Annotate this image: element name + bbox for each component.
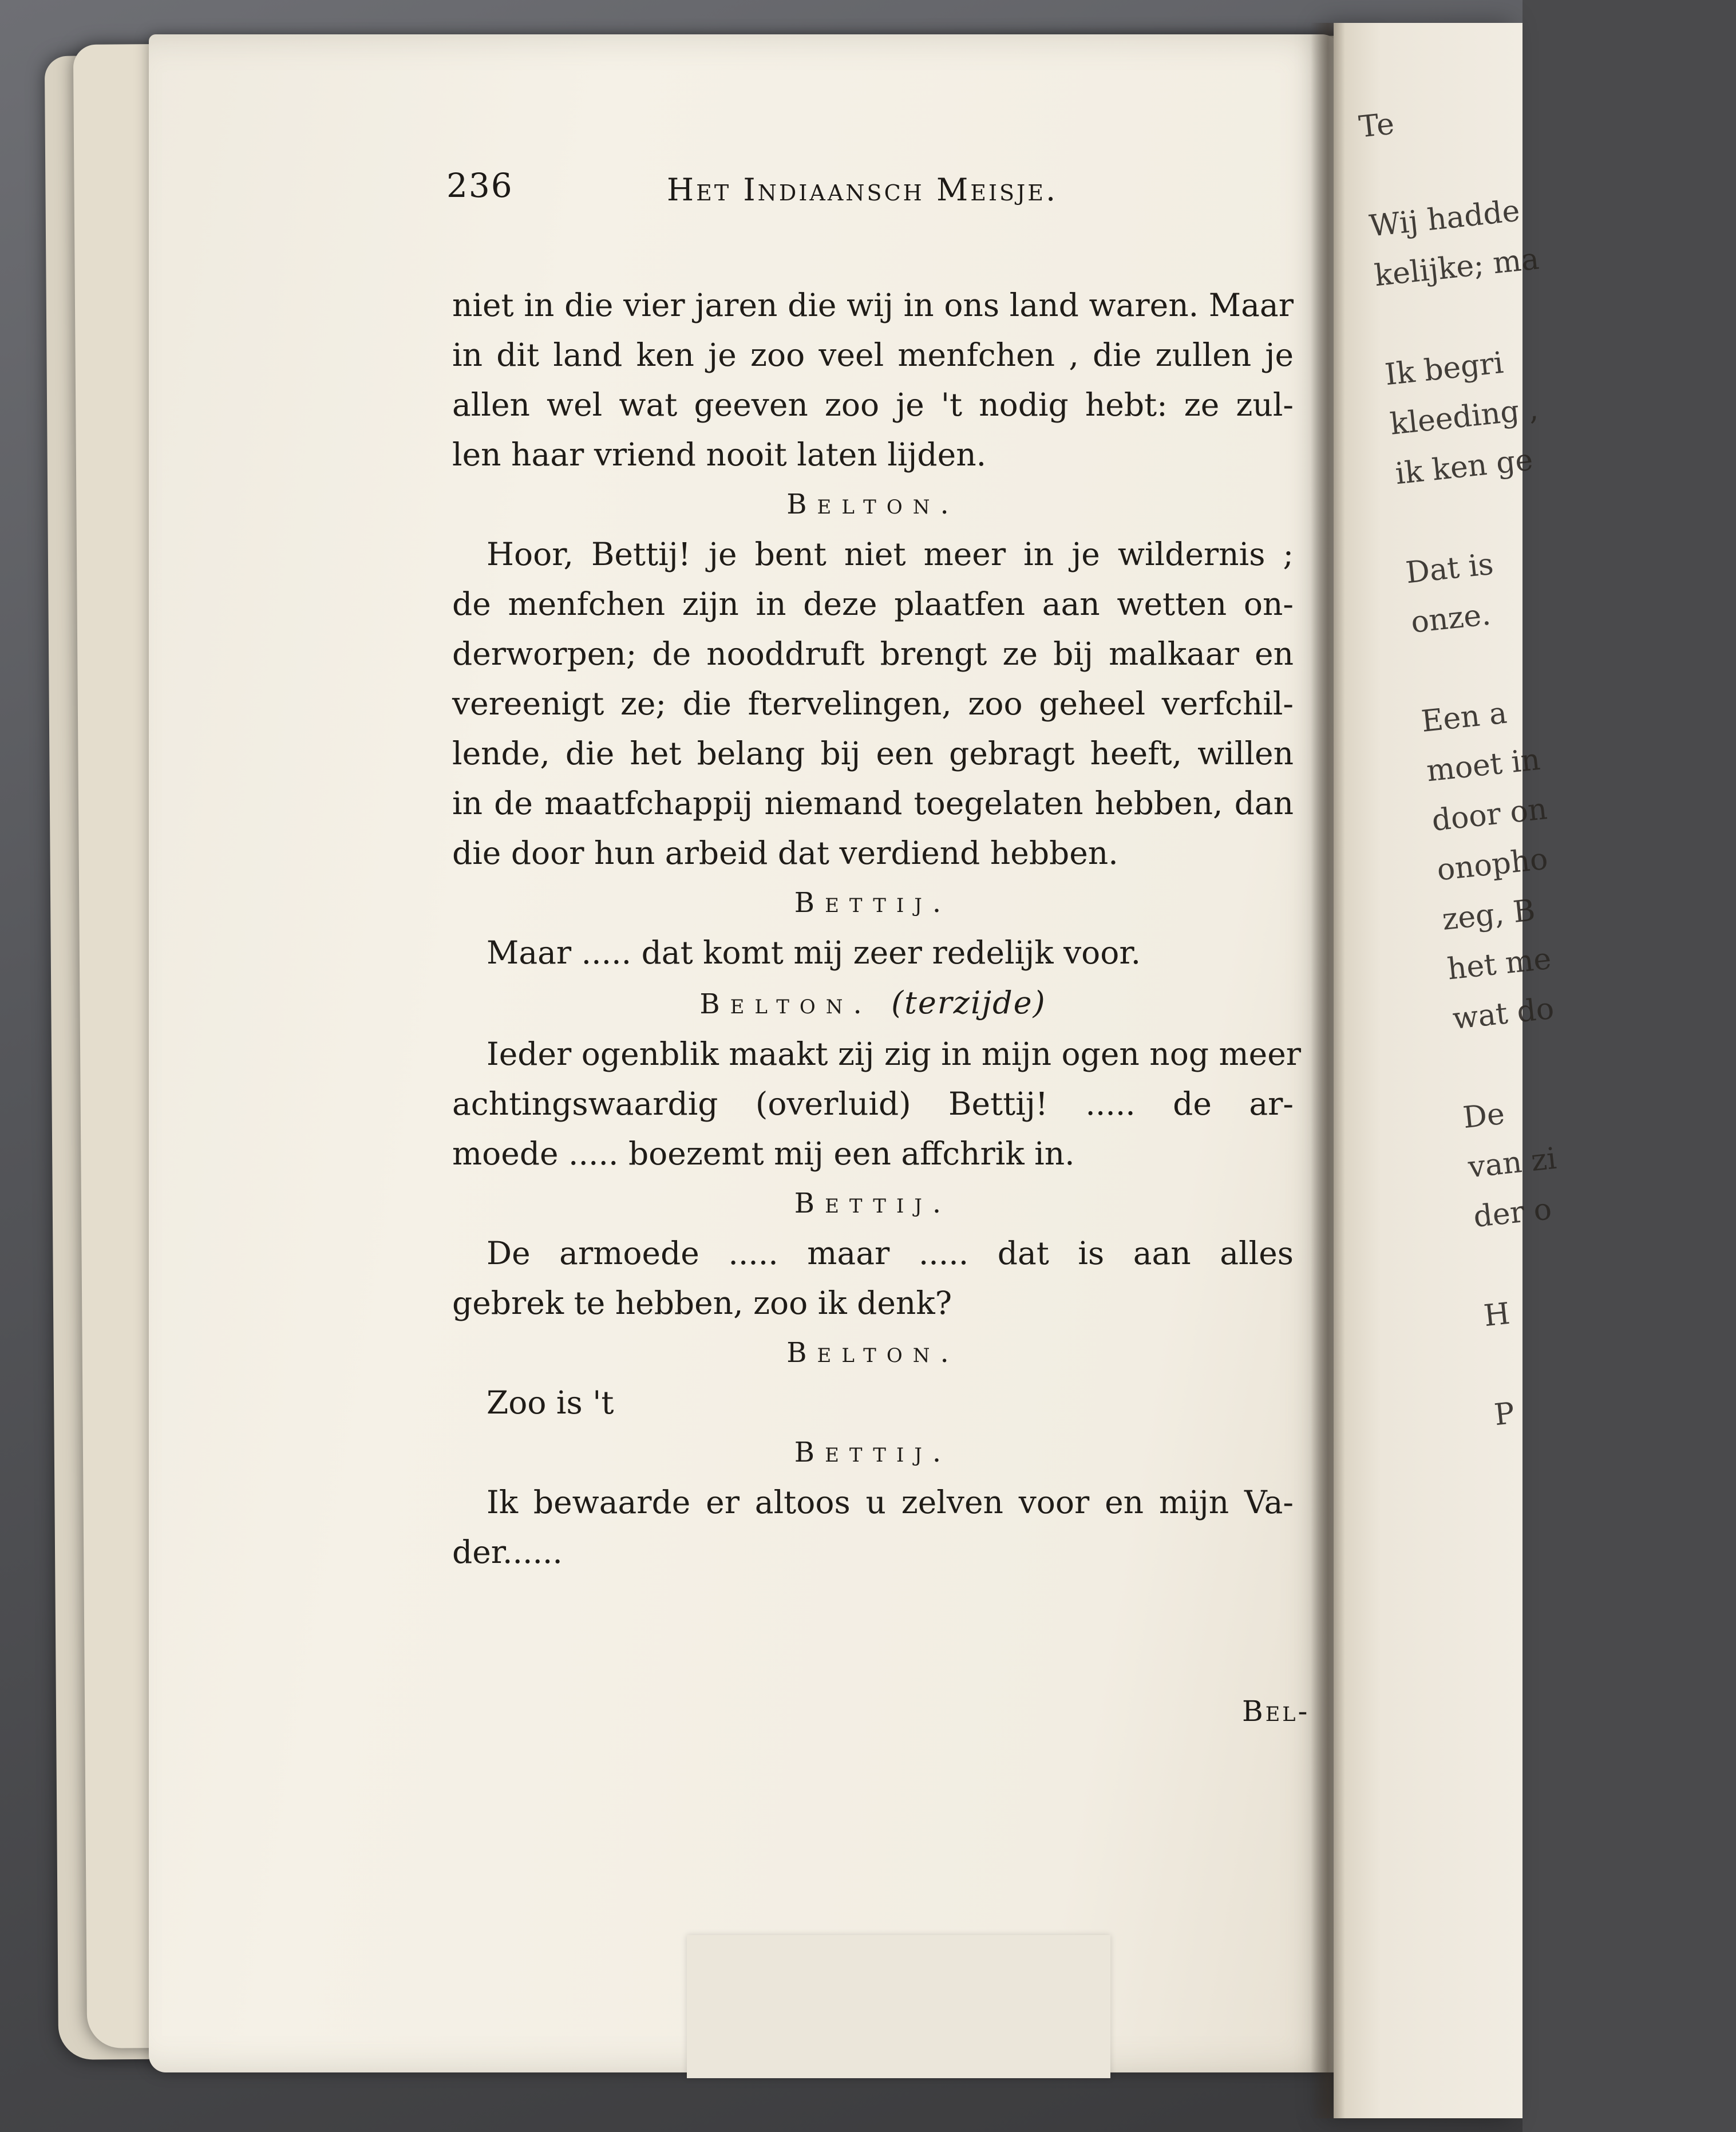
speaker-name: [452, 1328, 1294, 1378]
text-line: allen wel wat geeven zoo je 't nodig hebt: ze zul-: [452, 386, 1294, 423]
book-gutter: [1311, 23, 1345, 2118]
speaker-label: Belton.: [786, 1337, 959, 1369]
text-line: lende, die het belang bij een gebragt heeft, willen: [452, 735, 1294, 772]
facing-line: moet in: [1425, 742, 1542, 789]
facing-page-text: [1357, 78, 1736, 1440]
text-line: achtingswaardig (overluid) Bettij! ..... de ar-: [452, 1085, 1294, 1122]
text-line: Hoor, Bettij! je bent niet meer in je wildernis ;: [487, 536, 1294, 573]
speaker-label: Bettij.: [794, 1187, 952, 1219]
page-number: 236: [446, 166, 513, 205]
text-line: de menfchen zijn in deze plaatfen aan wetten on-: [452, 586, 1294, 622]
facing-line: der o: [1472, 1192, 1553, 1235]
speaker-label: Bettij.: [794, 1436, 952, 1468]
text-line: niet in die vier jaren die wij in ons land waren. Maar: [452, 287, 1294, 323]
facing-line: Dat is: [1404, 547, 1496, 591]
facing-line: onopho: [1435, 842, 1550, 888]
facing-line: P: [1492, 1396, 1516, 1433]
facing-page: [1334, 23, 1559, 2118]
text-line: Maar ..... dat komt mij zeer redelijk voor.: [487, 934, 1141, 971]
facing-line: ik ken ge: [1394, 443, 1535, 492]
speaker-label: Belton.: [699, 988, 872, 1020]
speaker-name: [452, 878, 1294, 928]
facing-line: Ik begri: [1383, 345, 1505, 393]
text-line: Zoo is 't: [487, 1384, 614, 1421]
text-line: die door hun arbeid dat verdiend hebben.: [452, 835, 1118, 871]
text-line: in de maatfchappij niemand toegelaten hebben, dan: [452, 785, 1294, 822]
facing-line: onze.: [1409, 597, 1493, 640]
paper-strip: [687, 1935, 1110, 2078]
facing-line: Te: [1357, 106, 1396, 145]
facing-line: kelijke; ma: [1373, 242, 1541, 294]
text-line: derworpen; de nooddruft brengt ze bij malkaar en: [452, 635, 1294, 672]
speaker-name: [452, 1428, 1294, 1478]
text-line: De armoede ..... maar ..... dat is aan alles: [487, 1235, 1294, 1272]
facing-line: het me: [1445, 941, 1553, 987]
page-body-text: [452, 281, 1302, 1577]
facing-line: wat do: [1451, 991, 1556, 1037]
catchword: Bel-: [1242, 1695, 1310, 1728]
text-line: Ieder ogenblik maakt zij zig in mijn ogen nog meer: [487, 1036, 1302, 1072]
speaker-label: Bettij.: [794, 887, 952, 919]
text-line: len haar vriend nooit laten lijden.: [452, 436, 987, 473]
facing-line: Een a: [1419, 696, 1509, 739]
speaker-label: Belton.: [786, 488, 959, 520]
facing-line: kleeding ,: [1388, 392, 1540, 442]
facing-line: zeg, B: [1440, 893, 1537, 937]
text-line: vereenigt ze; die ftervelingen, zoo geheel verfchil-: [452, 685, 1294, 722]
speaker-name: [452, 978, 1294, 1029]
facing-line: door on: [1430, 792, 1549, 838]
facing-line: van zi: [1466, 1141, 1559, 1185]
stage-direction: (terzijde): [891, 985, 1046, 1021]
speaker-name: [452, 480, 1294, 530]
text-line: gebrek te hebben, zoo ik denk?: [452, 1285, 952, 1321]
speaker-name: [452, 1179, 1294, 1229]
text-line: Ik bewaarde er altoos u zelven voor en mijn Va-: [487, 1484, 1294, 1521]
facing-line: De: [1461, 1096, 1506, 1136]
text-line: der......: [452, 1534, 563, 1570]
text-line: in dit land ken je zoo veel menfchen , die zullen je: [452, 337, 1294, 373]
text-line: moede ..... boezemt mij een affchrik in.: [452, 1135, 1075, 1172]
facing-line: H: [1482, 1296, 1512, 1334]
facing-line: Wij hadde: [1367, 194, 1522, 244]
running-title: Het Indiaansch Meisje.: [667, 172, 1058, 208]
